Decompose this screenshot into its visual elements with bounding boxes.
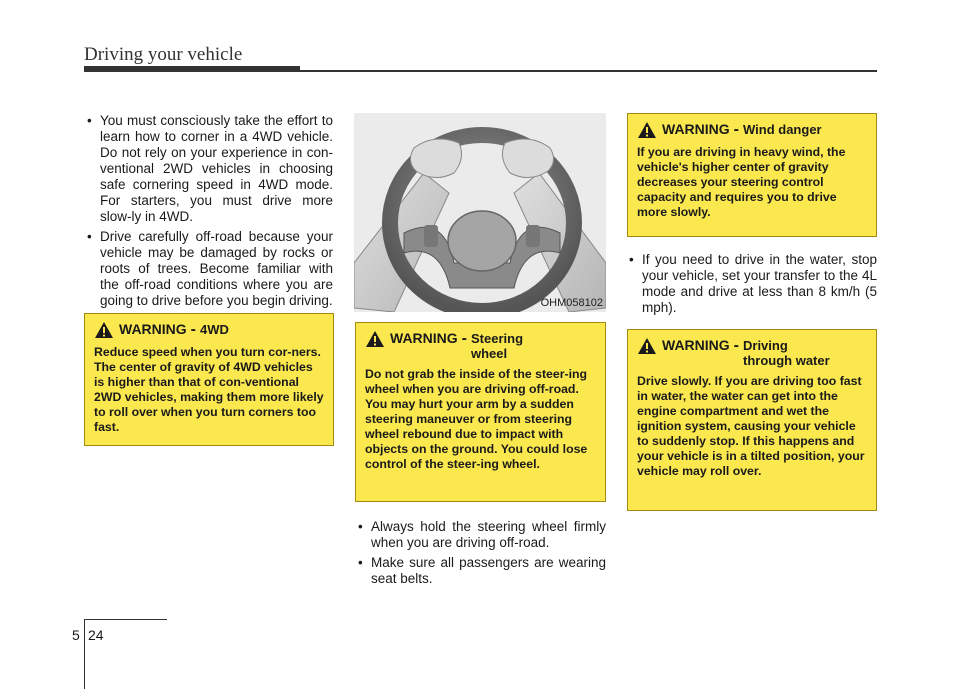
header-rule-thin xyxy=(300,70,877,72)
list-item: • Always hold the steering wheel firmly when you are driving off-road. xyxy=(356,519,606,551)
page-number: 24 xyxy=(88,627,104,643)
list-item: • Make sure all passengers are wearing seat belts. xyxy=(356,555,606,587)
warning-word: WARNING xyxy=(119,321,187,337)
warning-dash: - xyxy=(733,337,739,354)
warning-body: If you are driving in heavy wind, the vehicle's higher center of gravity decreases your steering control capacity and requires you to drive more slowly. xyxy=(637,145,846,219)
figure-code: OHM058102 xyxy=(540,297,603,309)
list-item: • If you need to drive in the water, stop your vehicle, set your transfer to the 4L mode and drive at less than 8 km/h (5 mph). xyxy=(627,252,877,316)
warning-dash: - xyxy=(733,121,739,138)
warning-triangle-icon xyxy=(94,321,114,339)
warning-title: 4WD xyxy=(200,322,229,337)
page-header-title: Driving your vehicle xyxy=(84,44,243,65)
warning-triangle-icon xyxy=(365,330,385,348)
warning-dash: - xyxy=(190,321,196,338)
warning-box-steering-wheel xyxy=(355,322,606,502)
warning-word: WARNING xyxy=(662,337,730,353)
column1-bullet-list xyxy=(85,113,333,313)
warning-box-wind-danger xyxy=(627,113,877,237)
header-rule-thick xyxy=(84,66,300,72)
warning-header xyxy=(365,330,597,361)
warning-title: Wind danger xyxy=(743,122,822,137)
steering-wheel-illustration xyxy=(354,113,606,312)
warning-body: Reduce speed when you turn cor-ners. The center of gravity of 4WD vehicles is higher than that of con-ventional 2WD vehicles, making them more likely to roll over when you turn corners too fast. xyxy=(94,345,324,434)
footer-divider-vertical xyxy=(84,619,85,689)
column3-bullet-list xyxy=(627,252,877,320)
section-number: 5 xyxy=(72,627,80,643)
warning-header xyxy=(637,337,868,368)
column2-bullet-list xyxy=(356,519,606,591)
warning-box-driving-through-water xyxy=(627,329,877,511)
warning-dash: - xyxy=(461,330,467,347)
warning-box-4wd xyxy=(84,313,334,446)
warning-title: Steering wheel xyxy=(471,331,524,361)
list-item: • You must consciously take the effort to learn how to corner in a 4WD vehicle. Do not rely on your experience in con-ventional 2WD vehicles in choosing safe cornering speed in 4WD mode. For starters, you must drive more slow-ly in 4WD. xyxy=(85,113,333,225)
warning-triangle-icon xyxy=(637,121,657,139)
warning-body: Drive slowly. If you are driving too fast in water, the water can get into the engine compartment and wet the ignition system, causing your vehicle to suddenly stop. If this happens and your vehicle is in a tilted position, your vehicle may roll over. xyxy=(637,374,865,478)
footer-divider-horizontal xyxy=(84,619,167,620)
list-item: • Drive carefully off-road because your vehicle may be damaged by rocks or roots of trees. Become familiar with the off-road conditions where you are going to drive before you begin driving. xyxy=(85,229,333,309)
warning-body: Do not grab the inside of the steer-ing wheel when you are driving off-road. You may hurt your arm by a sudden steering maneuver or from steering wheel rebound due to impact with objects on the ground. You could lose control of the steer-ing wheel. xyxy=(365,367,588,471)
warning-word: WARNING xyxy=(662,121,730,137)
warning-header xyxy=(637,121,868,139)
warning-title: Driving through water xyxy=(743,338,830,368)
warning-triangle-icon xyxy=(637,337,657,355)
steering-wheel-figure xyxy=(354,113,606,312)
warning-header xyxy=(94,321,325,339)
warning-word: WARNING xyxy=(390,330,458,346)
